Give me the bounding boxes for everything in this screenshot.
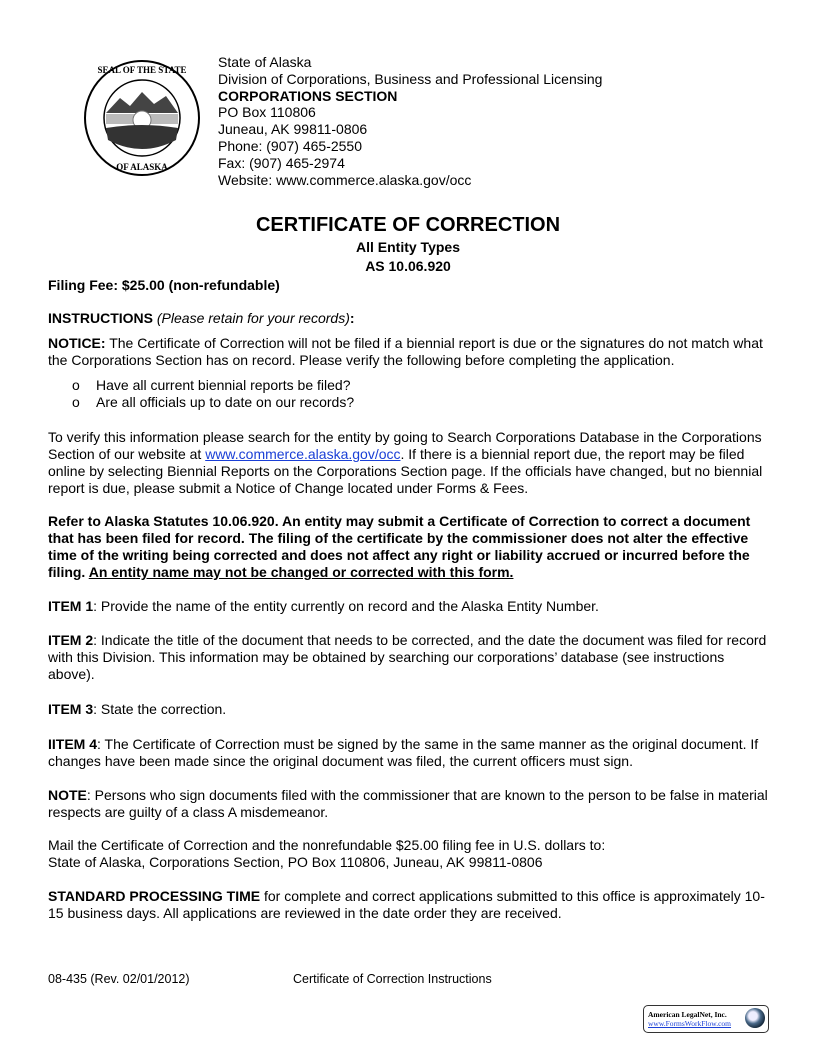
svg-text:SEAL OF THE STATE: SEAL OF THE STATE	[97, 65, 187, 75]
mail-line: Mail the Certificate of Correction and the nonrefundable $25.00 filing fee in U.S. dollars to:	[48, 837, 606, 853]
item-label: ITEM 1	[48, 598, 94, 614]
section-name: CORPORATIONS SECTION	[218, 87, 398, 104]
notice-text: The Certificate of Correction will not be filed if a biennial report is due or the signatures do not match what the Corporations Section has on record. Please verify the following before completing the application.	[48, 335, 763, 368]
processing-paragraph	[48, 888, 773, 922]
website: Website: www.commerce.alaska.gov/occ	[218, 171, 472, 188]
note-label: NOTE	[48, 787, 87, 803]
item-text: : The Certificate of Correction must be signed by the same in the same manner as the original document. If changes have been made since the original document was filed, the current officers must sign.	[48, 736, 759, 769]
alaska-state-seal	[82, 58, 202, 178]
verify-paragraph	[48, 429, 773, 497]
instructions-label: INSTRUCTIONS	[48, 310, 153, 326]
checklist	[48, 377, 773, 411]
note-paragraph	[48, 787, 773, 821]
phone: Phone: (907) 465-2550	[218, 137, 362, 154]
badge-url[interactable]: www.FormsWorkFlow.com	[648, 1019, 732, 1028]
verify-text-after: . If there is a biennial report due, the report may be filed online by selecting Biennial Reports on the Corporations Section page. If the officials have changed, but no biennial report is due, please submit a Notice of Change located under Forms & Fees.	[48, 446, 763, 496]
mail-address: State of Alaska, Corporations Section, PO Box 110806, Juneau, AK 99811-0806	[48, 854, 543, 870]
statute-paragraph	[48, 513, 773, 581]
filing-fee: Filing Fee: $25.00 (non-refundable)	[48, 277, 280, 293]
mail-instructions	[48, 837, 773, 871]
item-3	[48, 701, 773, 718]
item-2	[48, 632, 773, 683]
processing-label: STANDARD PROCESSING TIME	[48, 888, 261, 904]
state-name: State of Alaska	[218, 54, 312, 70]
website-link[interactable]: www.commerce.alaska.gov/occ	[205, 446, 401, 462]
item-1	[48, 598, 773, 615]
instructions-heading	[48, 310, 773, 327]
item-label: IITEM 4	[48, 736, 98, 752]
subtitle-statute: AS 10.06.920	[365, 258, 451, 274]
item-text: : State the correction.	[93, 701, 227, 717]
fax: Fax: (907) 465-2974	[218, 154, 345, 171]
instructions-colon: :	[349, 310, 355, 326]
item-label: ITEM 3	[48, 701, 94, 717]
po-box: PO Box 110806	[218, 104, 316, 121]
agency-header	[218, 54, 602, 188]
form-number: 08-435 (Rev. 02/01/2012)	[48, 972, 190, 986]
badge-company: American LegalNet, Inc.	[648, 1010, 727, 1019]
svg-text:OF ALASKA: OF ALASKA	[116, 162, 168, 172]
item-text: : Indicate the title of the document that needs to be corrected, and the date the document was filed for record with this Division. This information may be obtained by searching our corporations’ database (see instructions above).	[48, 632, 767, 682]
list-item: o Have all current biennial reports be filed?	[48, 377, 773, 394]
statute-warning: An entity name may not be changed or corrected with this form.	[88, 564, 514, 580]
legalnet-badge[interactable]	[643, 1005, 769, 1033]
notice-label: NOTICE:	[48, 335, 106, 351]
instructions-note: (Please retain for your records)	[156, 310, 350, 326]
item-label: ITEM 2	[48, 632, 94, 648]
statute-text: Refer to Alaska Statutes 10.06.920. An entity may submit a Certificate of Correction to correct a document that has been filed for record. The filing of the certificate by the commissioner does not alter the effective time of the writing being corrected and does not affect any right or liability accrued or incurred before the filing.	[48, 513, 751, 580]
item-4	[48, 736, 773, 770]
list-item: o Are all officials up to date on our records?	[48, 394, 773, 411]
subtitle-entity-types: All Entity Types	[356, 239, 460, 255]
page-title: CERTIFICATE OF CORRECTION	[255, 214, 561, 236]
verify-text: To verify this information please search for the entity by going to Search Corporations Database in the Corporations Section of our website at	[48, 429, 762, 462]
division-name: Division of Corporations, Business and Professional Licensing	[218, 70, 603, 87]
note-text: : Persons who sign documents filed with the commissioner that are known to the person to be false in material respects are guilty of a class A misdemeanor.	[48, 787, 768, 820]
globe-icon	[745, 1008, 765, 1028]
city-zip: Juneau, AK 99811-0806	[218, 121, 368, 138]
item-text: : Provide the name of the entity currently on record and the Alaska Entity Number.	[93, 598, 599, 614]
notice-paragraph	[48, 335, 773, 369]
processing-text: for complete and correct applications submitted to this office is approximately 10-15 business days. All applications are reviewed in the date order they are received.	[48, 888, 765, 921]
footer-doc-title: Certificate of Correction Instructions	[293, 972, 492, 986]
